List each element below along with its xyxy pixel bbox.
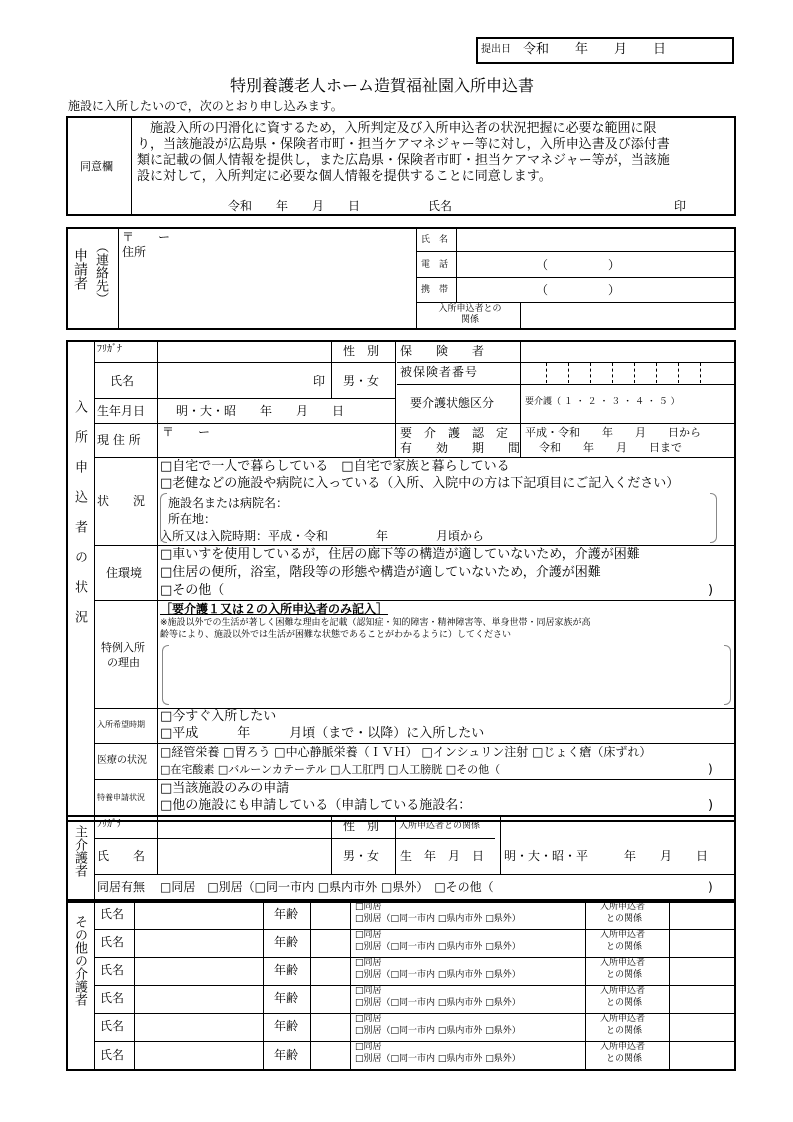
resident-postal[interactable]: 〒 ー xyxy=(162,425,211,439)
other-caregiver-cohabit-1[interactable]: □同居 xyxy=(355,930,382,940)
desired-line-2[interactable]: □平成 年 月頃（まで・以降）に入所したい xyxy=(160,726,485,741)
other-caregivers-section-label: その他の介護者 xyxy=(72,915,87,1006)
resident-gender-options[interactable]: 男・女 xyxy=(343,374,380,388)
applicant-name-label: 氏 名 xyxy=(421,235,449,245)
other-app-line-1[interactable]: □当該施設のみの申請 xyxy=(160,781,290,796)
other-caregiver-name-label: 氏名 xyxy=(100,935,125,949)
facility-name-field[interactable]: 施設名または病院名： xyxy=(168,496,289,510)
resident-birth-field[interactable]: 明・大・昭 年 月 日 xyxy=(176,404,345,418)
main-caregiver-name-label: 氏 名 xyxy=(97,849,146,863)
main-caregiver-cohabit-label: 同居有無 xyxy=(97,880,146,894)
main-caregiver-cohabit-options[interactable]: □同居 □別居（□同一市内 □県内市外 □県外） □その他（ xyxy=(160,880,494,894)
other-caregiver-relation-1: 入所申込者 xyxy=(600,902,646,912)
other-caregiver-relation-1: 入所申込者 xyxy=(600,1014,646,1024)
resident-address-label: 現 住 所 xyxy=(97,433,141,447)
other-caregiver-name-label: 氏名 xyxy=(100,907,125,921)
resident-birth-label: 生年月日 xyxy=(97,404,146,418)
applicant-tel-field[interactable]: （ ） xyxy=(536,258,621,272)
consent-line-4: 設に対して，入所判定に必要な個人情報を提供することに同意します。 xyxy=(137,169,552,184)
applicant-address-label: 住所 xyxy=(122,245,147,259)
consent-seal: 印 xyxy=(674,199,687,213)
resident-cert-to[interactable]: 令和 年 月 日まで xyxy=(539,441,682,454)
other-caregiver-cohabit-2[interactable]: □別居（□同一市内 □県内市外 □県外） xyxy=(355,942,521,952)
other-caregiver-name-label: 氏名 xyxy=(100,963,125,977)
other-caregiver-relation-2: との関係 xyxy=(606,1054,643,1064)
resident-insurer-label: 保 険 者 xyxy=(400,344,485,358)
main-caregiver-furigana: ﾌﾘｶﾞﾅ xyxy=(97,819,122,830)
consent-line-3: 類に記載の個人情報を提供し，また広島県・保険者市町・担当ケアマネジャー等が，当該施 xyxy=(137,153,670,168)
main-caregiver-relation-label: 入所申込者との関係 xyxy=(399,821,481,831)
consent-line-1: 施設入所の円滑化に資するため，入所判定及び入所申込者の状況把握に必要な範囲に限 xyxy=(137,121,657,136)
main-caregiver-section-label: 主介護者 xyxy=(72,825,87,877)
other-caregiver-cohabit-2[interactable]: □別居（□同一市内 □県内市外 □県外） xyxy=(355,970,521,980)
consent-date[interactable]: 令和 年 月 日 xyxy=(228,199,361,213)
other-caregiver-cohabit-2[interactable]: □別居（□同一市内 □県内市外 □県外） xyxy=(355,1026,521,1036)
medical-close-paren: ) xyxy=(708,762,713,776)
applicant-section-label: 申請者 xyxy=(72,248,88,290)
facility-address-field[interactable]: 所在地： xyxy=(168,512,217,526)
desired-line-1[interactable]: □今すぐ入所したい xyxy=(160,709,277,724)
other-caregiver-age-label: 年齢 xyxy=(274,991,299,1005)
special-heading: ［要介護１又は２の入所申込者のみ記入］ xyxy=(160,602,389,616)
other-caregiver-relation-1: 入所申込者 xyxy=(600,1042,646,1052)
special-note-2: 齢等により、施設以外では生活が困難な状態であることがわかるように）してください xyxy=(160,630,512,640)
other-app-label: 特養申請状況 xyxy=(97,793,145,802)
resident-care-level-field[interactable]: 要介護（ １ ・ ２ ・ ３ ・ ４ ・ ５ ） xyxy=(525,397,680,407)
facility-bracket-right xyxy=(710,493,717,543)
resident-cert-label-2: 有 効 期 間 xyxy=(400,441,521,455)
desired-label: 入所希望時期 xyxy=(97,720,145,729)
facility-period-field[interactable]: 入所又は入院時期：平成・令和 年 月頃から xyxy=(160,529,485,543)
applicant-postal[interactable]: 〒 ー xyxy=(122,230,171,244)
resident-seal: 印 xyxy=(313,374,326,388)
other-caregiver-relation-1: 入所申込者 xyxy=(600,986,646,996)
applicant-relation-label: 入所申込者との関係 xyxy=(438,304,502,325)
applicant-sub-label: （連絡先） xyxy=(93,240,108,305)
resident-section-label: 入所申込者の状況 xyxy=(72,400,87,640)
medical-line-2[interactable]: □在宅酸素 □バルーンカテーテル □人工肛門 □人工膀胱 □その他（ xyxy=(160,763,501,776)
other-caregiver-age-label: 年齢 xyxy=(274,907,299,921)
other-caregiver-name-label: 氏名 xyxy=(100,991,125,1005)
page-title: 特別養護老人ホーム造賀福祉園入所申込書 xyxy=(230,76,535,95)
main-caregiver-birth-field[interactable]: 明・大・昭・平 年 月 日 xyxy=(504,849,709,863)
other-caregiver-relation-2: との関係 xyxy=(606,998,643,1008)
special-reason-bracket-right xyxy=(724,645,731,705)
main-caregiver-birth-label: 生 年 月 日 xyxy=(400,849,485,863)
submission-date-label: 提出日 xyxy=(481,44,511,55)
other-caregiver-age-label: 年齢 xyxy=(274,935,299,949)
resident-insured-no-label: 被保険者番号 xyxy=(400,365,479,379)
applicant-mobile-label: 携 帯 xyxy=(421,285,449,295)
other-caregiver-relation-2: との関係 xyxy=(606,970,643,980)
submission-date-field[interactable]: 令和 年 月 日 xyxy=(523,42,667,57)
other-caregiver-cohabit-2[interactable]: □別居（□同一市内 □県内市外 □県外） xyxy=(355,1054,521,1064)
resident-care-level-label: 要介護状態区分 xyxy=(410,396,495,410)
intro-text: 施設に入所したいので，次のとおり申し込みます。 xyxy=(68,99,343,113)
main-caregiver-gender-label: 性 別 xyxy=(343,819,380,833)
resident-furigana-label: ﾌﾘｶﾞﾅ xyxy=(97,344,122,355)
other-caregiver-relation-2: との関係 xyxy=(606,914,643,924)
resident-name-label: 氏名 xyxy=(110,374,135,388)
housing-line-3[interactable]: □その他（ xyxy=(160,583,225,598)
other-caregiver-cohabit-1[interactable]: □同居 xyxy=(355,902,382,912)
other-caregiver-name-label: 氏名 xyxy=(100,1019,125,1033)
other-caregiver-relation-1: 入所申込者 xyxy=(600,930,646,940)
medical-line-1[interactable]: □経管栄養 □胃ろう □中心静脈栄養（ＩＶＨ） □インシュリン注射 □じょく瘡（床ずれ） xyxy=(160,745,652,759)
other-caregiver-relation-1: 入所申込者 xyxy=(600,958,646,968)
resident-status-line-2[interactable]: □老健などの施設や病院に入っている（入所、入院中の方は下記項目にご記入ください） xyxy=(160,476,680,491)
housing-close-paren: ) xyxy=(708,583,714,598)
resident-cert-label-1: 要 介 護 認 定 xyxy=(400,426,509,440)
other-caregiver-name-label: 氏名 xyxy=(100,1048,125,1062)
special-label-1: 特例入所 xyxy=(101,641,145,654)
resident-gender-label: 性 別 xyxy=(343,344,380,358)
housing-line-1[interactable]: □車いすを使用しているが，住居の廊下等の構造が適していないため，介護が困難 xyxy=(160,547,640,562)
special-reason-field[interactable] xyxy=(162,645,169,705)
resident-housing-label: 住環境 xyxy=(106,566,143,580)
other-caregiver-cohabit-1[interactable]: □同居 xyxy=(355,958,382,968)
consent-name-label: 氏名 xyxy=(428,199,453,213)
other-caregiver-relation-2: との関係 xyxy=(606,1026,643,1036)
other-app-close-paren: ) xyxy=(708,798,714,813)
other-caregiver-age-label: 年齢 xyxy=(274,1048,299,1062)
other-caregiver-cohabit-2[interactable]: □別居（□同一市内 □県内市外 □県外） xyxy=(355,998,521,1008)
resident-cert-from[interactable]: 平成・令和 年 月 日から xyxy=(525,426,701,439)
other-caregiver-age-label: 年齢 xyxy=(274,1019,299,1033)
consent-label: 同意欄 xyxy=(80,160,113,173)
special-note-1: ※施設以外での生活が著しく困難な理由を記載（認知症・知的障害・精神障害等、単身世帯・同居家族が高 xyxy=(160,618,591,628)
other-caregiver-cohabit-1[interactable]: □同居 xyxy=(355,1042,382,1052)
medical-label: 医療の状況 xyxy=(97,755,147,766)
other-caregiver-cohabit-2[interactable]: □別居（□同一市内 □県内市外 □県外） xyxy=(355,914,521,924)
resident-status-label: 状 況 xyxy=(97,494,146,508)
other-caregiver-age-label: 年齢 xyxy=(274,963,299,977)
other-caregiver-relation-2: との関係 xyxy=(606,942,643,952)
housing-line-2[interactable]: □住居の便所，浴室，階段等の形態や構造が適していないため，介護が困難 xyxy=(160,565,601,580)
main-caregiver-gender-options[interactable]: 男・女 xyxy=(343,849,380,863)
resident-status-line-1[interactable]: □自宅で一人で暮らしている □自宅で家族と暮らしている xyxy=(160,459,510,474)
special-label-2: の理由 xyxy=(107,656,140,669)
applicant-tel-label: 電 話 xyxy=(421,260,449,270)
main-caregiver-close-paren: ) xyxy=(708,880,713,894)
consent-line-2: り，当該施設が広島県・保険者市町・担当ケアマネジャー等に対し，入所申込書及び添付書 xyxy=(137,137,670,152)
other-caregiver-cohabit-1[interactable]: □同居 xyxy=(355,986,382,996)
other-caregiver-cohabit-1[interactable]: □同居 xyxy=(355,1014,382,1024)
other-app-line-2[interactable]: □他の施設にも申請している（申請している施設名： xyxy=(160,798,472,813)
applicant-mobile-field[interactable]: （ ） xyxy=(536,283,621,297)
